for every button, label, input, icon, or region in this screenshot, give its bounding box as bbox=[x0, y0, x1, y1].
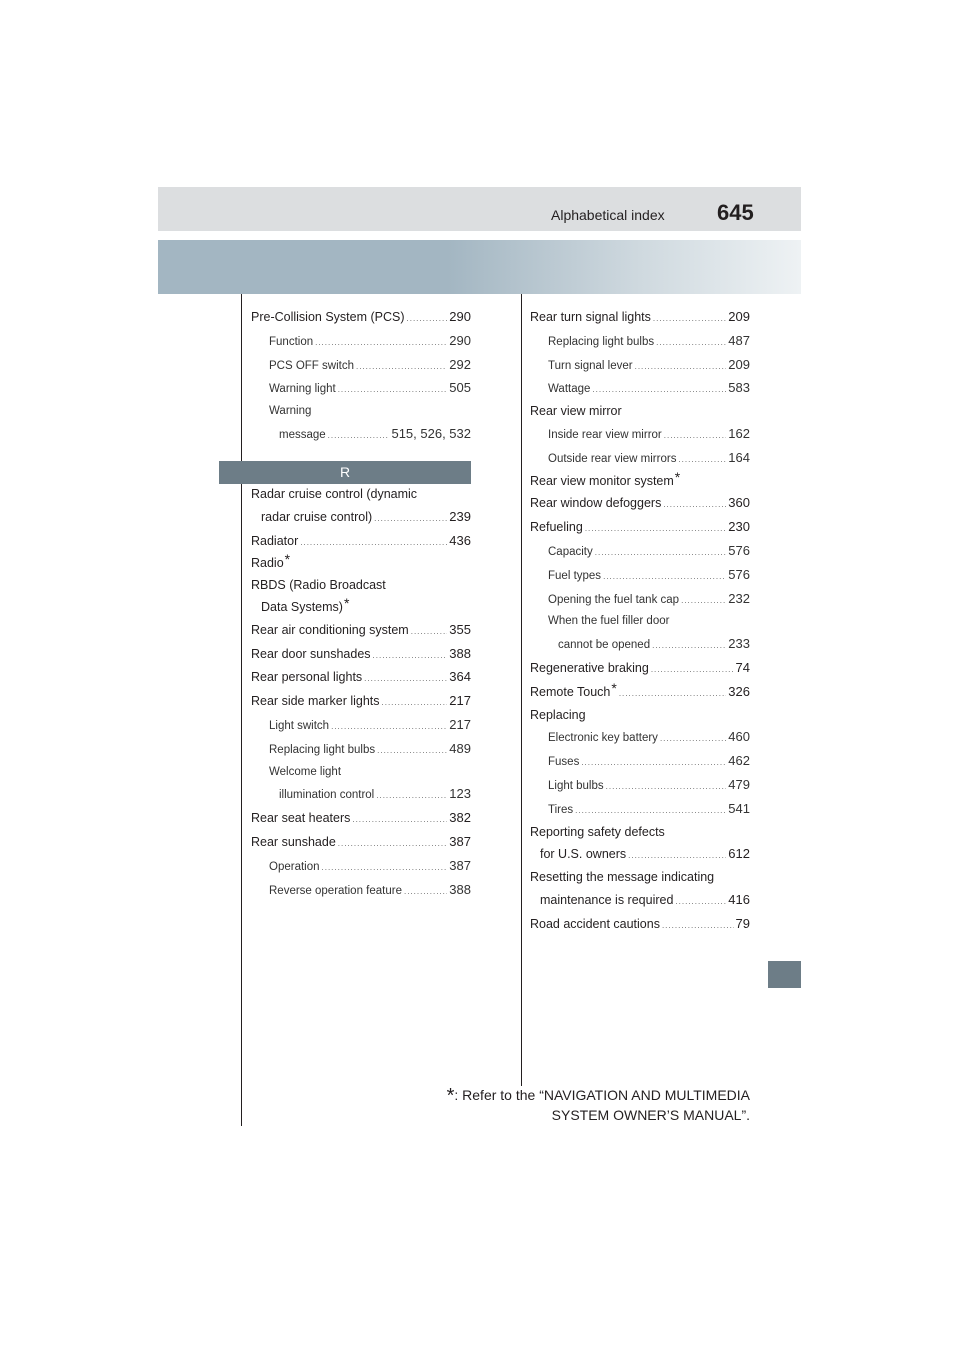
index-entry-text: Reverse operation feature bbox=[269, 884, 402, 897]
index-entry bbox=[530, 377, 750, 401]
index-entry bbox=[530, 705, 750, 727]
index-page-ref: 416 bbox=[728, 891, 750, 907]
dot-leader bbox=[651, 659, 734, 681]
dot-leader bbox=[585, 518, 726, 540]
index-page-ref: 233 bbox=[728, 636, 750, 652]
index-page-ref: 326 bbox=[728, 683, 750, 699]
index-page-ref: 505 bbox=[449, 380, 471, 396]
index-page-ref: 387 bbox=[449, 833, 471, 849]
index-page-ref: 209 bbox=[728, 309, 750, 324]
dot-leader bbox=[356, 356, 447, 378]
dot-leader bbox=[352, 809, 447, 831]
index-entry-text: Radio bbox=[251, 556, 284, 571]
index-entries-r-left bbox=[251, 484, 471, 902]
dot-leader bbox=[300, 532, 447, 554]
index-page-ref: 487 bbox=[728, 332, 750, 348]
footnote-asterisk: * bbox=[446, 1085, 455, 1107]
index-page-ref: 382 bbox=[449, 810, 471, 826]
dot-leader bbox=[652, 635, 726, 657]
index-entry-text: Pre-Collision System (PCS) bbox=[251, 310, 405, 324]
index-entry bbox=[530, 657, 750, 681]
index-page-ref: 230 bbox=[728, 519, 750, 535]
dot-leader bbox=[377, 740, 447, 762]
index-entry bbox=[530, 913, 750, 937]
index-entry-text: Rear turn signal lights bbox=[530, 310, 651, 324]
index-entry-text: illumination control bbox=[279, 789, 375, 802]
dot-leader bbox=[653, 308, 726, 330]
index-entry-text: Light switch bbox=[269, 719, 330, 732]
dot-leader bbox=[628, 845, 726, 867]
index-entries-p-continued bbox=[251, 306, 471, 447]
index-entry bbox=[251, 377, 471, 401]
dot-leader bbox=[595, 542, 727, 564]
index-entry-text: Fuses bbox=[548, 756, 580, 769]
index-entry-text: Function bbox=[269, 335, 314, 348]
dot-leader bbox=[338, 833, 448, 855]
dot-leader bbox=[662, 915, 734, 937]
index-entries-r-right bbox=[530, 306, 750, 937]
dot-leader bbox=[338, 379, 448, 401]
index-page-ref: 164 bbox=[728, 449, 750, 465]
index-entry-text: maintenance is required bbox=[540, 892, 674, 907]
index-entry-text: Replacing light bulbs bbox=[269, 743, 376, 756]
index-entry bbox=[251, 575, 471, 597]
dot-leader bbox=[606, 776, 727, 798]
index-entry-text: Radar cruise control (dynamic bbox=[251, 487, 418, 501]
index-entry-text: Inside rear view mirror bbox=[548, 428, 662, 441]
index-page-ref: 239 bbox=[449, 508, 471, 524]
dot-leader bbox=[619, 683, 726, 705]
dot-leader bbox=[575, 800, 726, 822]
index-entry bbox=[251, 690, 471, 714]
index-entry bbox=[251, 506, 471, 530]
dot-leader bbox=[592, 379, 726, 401]
index-entry-text: Operation bbox=[269, 860, 320, 873]
index-page-ref: 576 bbox=[728, 566, 750, 582]
index-entry-text: Rear window defoggers bbox=[530, 496, 662, 511]
index-entry bbox=[251, 879, 471, 903]
left-margin-rule bbox=[241, 294, 242, 1126]
index-page-ref: 541 bbox=[728, 800, 750, 816]
section-thumb-tab bbox=[768, 961, 801, 988]
index-page-ref: 209 bbox=[728, 356, 750, 372]
index-entry bbox=[251, 807, 471, 831]
index-page-ref: 123 bbox=[449, 786, 471, 802]
index-page-ref: 515, 526, 532 bbox=[391, 425, 471, 441]
dot-leader bbox=[373, 645, 448, 667]
index-entry bbox=[530, 423, 750, 447]
index-entry bbox=[530, 843, 750, 867]
index-entry-text: for U.S. owners bbox=[540, 847, 627, 862]
dot-leader bbox=[663, 494, 726, 516]
index-entry: Remote Touch * ..... 326 bbox=[530, 681, 750, 705]
index-entry-text: Refueling bbox=[530, 520, 583, 535]
footnote-line-2: SYSTEM OWNER’S MANUAL”. bbox=[551, 1107, 750, 1123]
index-entry bbox=[530, 774, 750, 798]
index-entry-text: Electronic key battery bbox=[548, 732, 658, 745]
index-entry-text: Rear view monitor system bbox=[530, 473, 674, 488]
column-divider bbox=[521, 294, 522, 1086]
index-entry bbox=[530, 306, 750, 330]
index-entry-text: Regenerative braking bbox=[530, 660, 649, 675]
index-entry-text: Replacing light bulbs bbox=[548, 335, 655, 348]
index-page-ref: 576 bbox=[728, 542, 750, 558]
index-page-ref: 489 bbox=[449, 740, 471, 756]
index-entry bbox=[530, 447, 750, 471]
dot-leader bbox=[581, 752, 726, 774]
index-page-ref: 460 bbox=[728, 729, 750, 745]
index-entry bbox=[530, 889, 750, 913]
index-entry bbox=[530, 401, 750, 423]
index-page-ref: 217 bbox=[449, 716, 471, 732]
index-page-ref: 355 bbox=[449, 621, 471, 637]
index-entry bbox=[251, 783, 471, 807]
index-entry-text: Fuel types bbox=[548, 569, 602, 582]
index-entry-text: radar cruise control) bbox=[261, 509, 373, 524]
index-entry bbox=[251, 484, 471, 506]
index-entry bbox=[251, 354, 471, 378]
dot-leader bbox=[660, 728, 726, 750]
index-entry bbox=[530, 516, 750, 540]
index-entry bbox=[530, 588, 750, 612]
index-entry-text: Rear side marker lights bbox=[251, 694, 380, 709]
index-entry bbox=[251, 831, 471, 855]
index-entry bbox=[251, 738, 471, 762]
index-page-ref: 79 bbox=[735, 915, 750, 931]
dot-leader bbox=[328, 425, 390, 447]
index-entry: Radio * bbox=[251, 553, 471, 575]
dot-leader bbox=[675, 891, 726, 913]
index-page-ref: 387 bbox=[449, 857, 471, 873]
dot-leader bbox=[407, 308, 448, 330]
index-entry bbox=[251, 855, 471, 879]
index-entry bbox=[530, 330, 750, 354]
index-entry bbox=[530, 750, 750, 774]
dot-leader bbox=[315, 332, 447, 354]
index-entry-text: Rear sunshade bbox=[251, 834, 336, 849]
index-entry bbox=[530, 798, 750, 822]
index-entry bbox=[530, 540, 750, 564]
index-entry-text: When the fuel filler door bbox=[548, 615, 670, 628]
index-page-ref: 612 bbox=[728, 846, 750, 862]
index-entry-text: Rear air conditioning system bbox=[251, 622, 409, 637]
dot-leader bbox=[656, 332, 726, 354]
index-page-ref: 479 bbox=[728, 776, 750, 792]
index-page-ref: 364 bbox=[449, 669, 471, 685]
dot-leader bbox=[664, 425, 727, 447]
index-entry-text: Data Systems) bbox=[261, 599, 343, 614]
index-page-ref: 290 bbox=[449, 309, 471, 324]
index-page-ref: 292 bbox=[449, 356, 471, 372]
footnote bbox=[447, 1084, 750, 1125]
index-entry-text: Capacity bbox=[548, 545, 593, 558]
index-entry-text: Wattage bbox=[548, 383, 591, 396]
index-page-ref: 217 bbox=[449, 693, 471, 709]
index-entry: Data Systems) * bbox=[251, 597, 471, 619]
index-entry bbox=[251, 619, 471, 643]
dot-leader bbox=[364, 668, 447, 690]
index-entry-text: Tires bbox=[548, 803, 574, 816]
index-entry-text: Warning light bbox=[269, 383, 336, 396]
dot-leader bbox=[635, 356, 727, 378]
index-entry bbox=[251, 530, 471, 554]
dot-leader bbox=[374, 508, 447, 530]
index-entry bbox=[530, 354, 750, 378]
dot-leader bbox=[376, 785, 447, 807]
index-entry-text: Rear personal lights bbox=[251, 670, 363, 685]
index-entry-text: cannot be opened bbox=[558, 639, 651, 652]
dot-leader bbox=[411, 621, 448, 643]
index-page-ref: 162 bbox=[728, 425, 750, 441]
index-entry bbox=[251, 643, 471, 667]
index-page-ref: 583 bbox=[728, 380, 750, 396]
dot-leader bbox=[603, 566, 726, 588]
index-entry bbox=[530, 726, 750, 750]
index-entry-text: Warning bbox=[269, 405, 312, 418]
index-column-left bbox=[251, 306, 471, 447]
index-entry bbox=[530, 633, 750, 657]
dot-leader bbox=[678, 449, 726, 471]
header-gradient-band bbox=[158, 240, 801, 294]
index-page-ref: 360 bbox=[728, 495, 750, 511]
index-column-right bbox=[530, 306, 750, 937]
index-entry bbox=[251, 401, 471, 423]
index-entry-text: Welcome light bbox=[269, 765, 342, 778]
index-entry bbox=[530, 867, 750, 889]
index-page-ref: 290 bbox=[449, 332, 471, 348]
page-title: Alphabetical index bbox=[551, 207, 665, 223]
index-entry bbox=[251, 762, 471, 784]
index-entry bbox=[530, 822, 750, 844]
header-bar bbox=[158, 187, 801, 231]
index-entry-text: Remote Touch bbox=[530, 684, 611, 699]
index-entry bbox=[251, 423, 471, 447]
index-entry-text: Opening the fuel tank cap bbox=[548, 593, 680, 606]
index-entry bbox=[251, 666, 471, 690]
index-entry-text: Replacing bbox=[530, 707, 586, 722]
index-page-ref: 388 bbox=[449, 881, 471, 897]
dot-leader bbox=[322, 857, 448, 879]
index-entry-text: Road accident cautions bbox=[530, 916, 660, 931]
index-entry-text: Turn signal lever bbox=[548, 359, 633, 372]
index-entry bbox=[251, 714, 471, 738]
index-column-left-r bbox=[251, 484, 471, 902]
index-entry-text: RBDS (Radio Broadcast bbox=[251, 578, 386, 593]
index-entry-text: message bbox=[279, 428, 326, 441]
index-page-ref: 74 bbox=[735, 659, 750, 675]
index-entry-text: Radiator bbox=[251, 533, 299, 548]
index-entry-text: Rear seat heaters bbox=[251, 811, 351, 826]
dot-leader bbox=[331, 716, 447, 738]
index-entry bbox=[251, 330, 471, 354]
index-entry-text: Resetting the message indicating bbox=[530, 870, 715, 885]
dot-leader bbox=[382, 692, 448, 714]
index-entry-text: Rear door sunshades bbox=[251, 646, 371, 661]
page-number: 645 bbox=[717, 200, 754, 225]
index-entry-text: Reporting safety defects bbox=[530, 824, 665, 839]
footnote-line-1: : Refer to the “NAVIGATION AND MULTIMEDIA bbox=[454, 1087, 750, 1103]
index-page-ref: 232 bbox=[728, 590, 750, 606]
index-page-ref: 462 bbox=[728, 753, 750, 769]
dot-leader bbox=[681, 590, 726, 612]
index-page-ref: 388 bbox=[449, 645, 471, 661]
index-entry: Rear view monitor system * bbox=[530, 471, 750, 493]
index-entry bbox=[530, 492, 750, 516]
index-entry bbox=[530, 611, 750, 633]
index-entry-text: Rear view mirror bbox=[530, 404, 622, 419]
dot-leader bbox=[404, 881, 447, 903]
index-entry bbox=[251, 306, 471, 330]
index-entry-text: Light bulbs bbox=[548, 779, 604, 792]
index-entry bbox=[530, 564, 750, 588]
section-header-r: R bbox=[219, 461, 471, 484]
index-entry-text: PCS OFF switch bbox=[269, 359, 354, 372]
index-entry-text: Outside rear view mirrors bbox=[548, 452, 677, 465]
index-page-ref: 436 bbox=[449, 532, 471, 548]
